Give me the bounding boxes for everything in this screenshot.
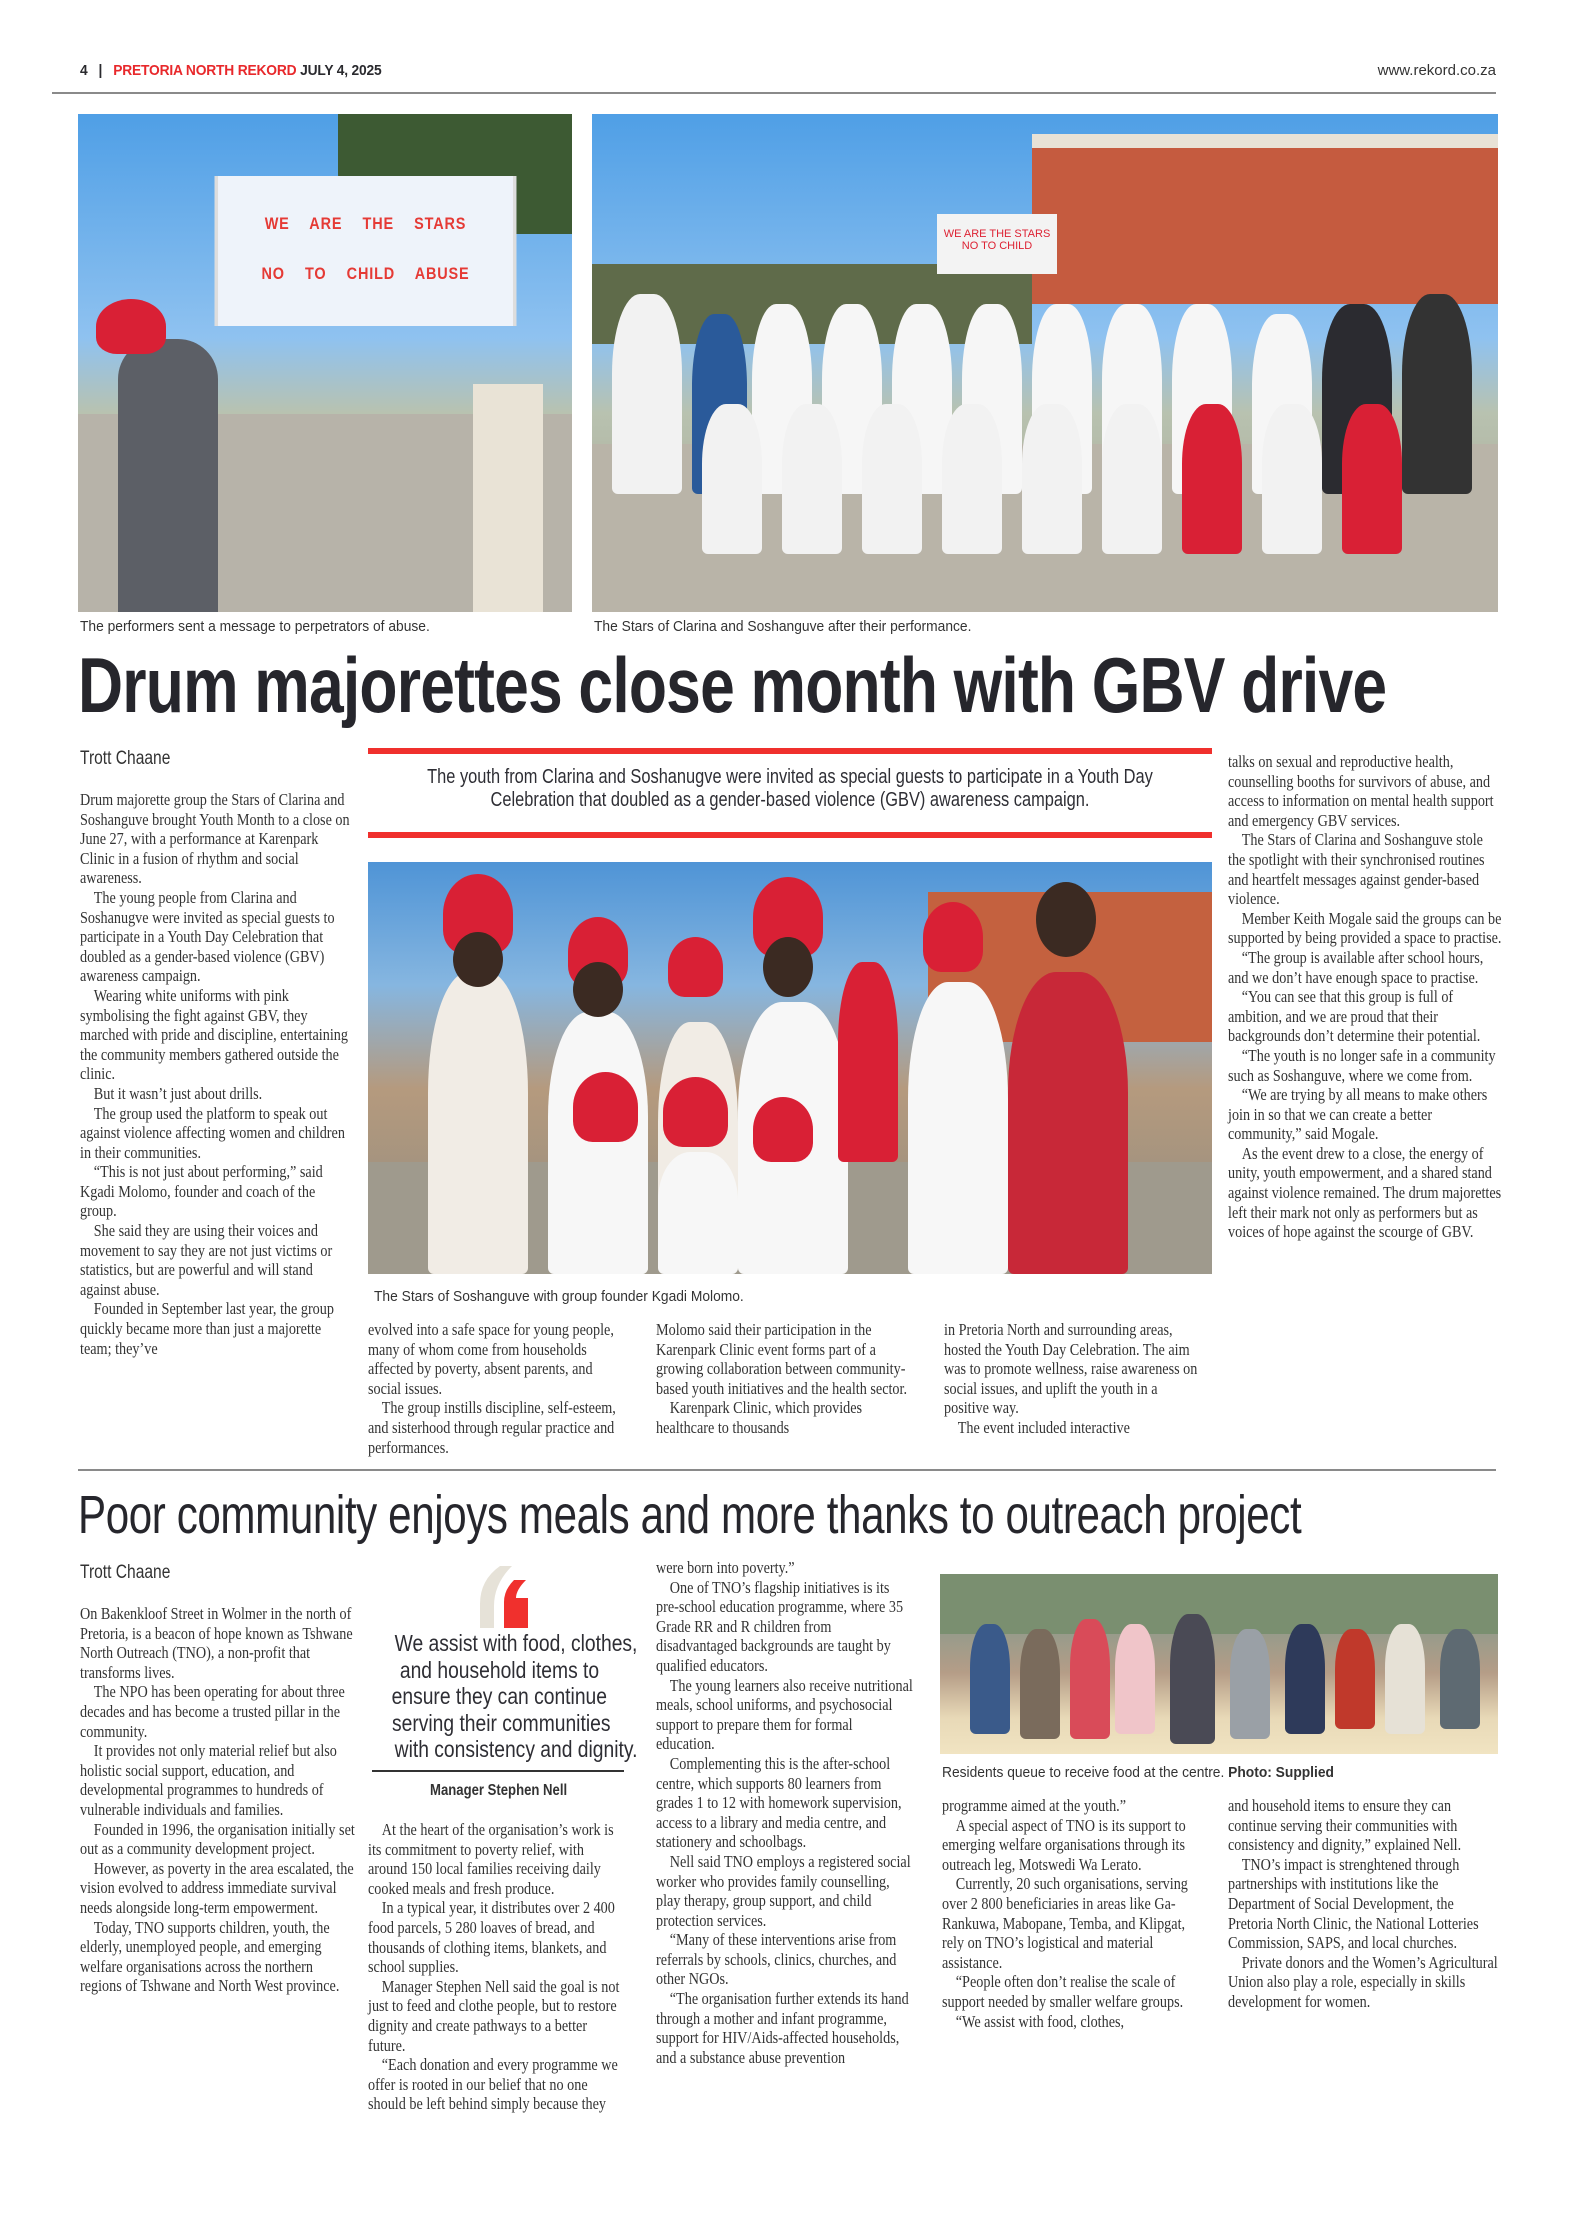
photo-stars-with-founder <box>368 862 1212 1274</box>
paragraph: TNO’s impact is strenghtened through partnerships with institutions like the Department of Social Development, the Pretoria North Clinic, the National Lotteries Commission, SAPS, and local churches. <box>1228 1854 1479 1953</box>
paragraph: In a typical year, it distributes over 2 400 food parcels, 5 280 loaves of bread, and thousands of clothing items, blankets, and school supplies. <box>368 1898 615 1977</box>
photo-credit: Photo: Supplied <box>1228 1764 1334 1781</box>
paragraph: On Bakenkloof Street in Wolmer in the north of Pretoria, is a beacon of hope known as Tshwane North Outreach (TNO), a non-profit that transforms lives. <box>80 1604 353 1682</box>
article2-column-2 <box>368 1820 626 2114</box>
byline-article2: Trott Chaane <box>80 1562 171 1583</box>
article1-column-3 <box>656 1320 914 1438</box>
paragraph: However, as poverty in the area escalated, the vision evolved to address immediate survival needs alongside long-term empowerment. <box>80 1858 354 1917</box>
paragraph: “We are trying by all means to make others join in so that we can create a better community,” said Mogale. <box>1228 1085 1488 1144</box>
paragraph: Founded in September last year, the group quickly became more than just a majorette team; they’ve <box>80 1299 334 1358</box>
paragraph: were born into poverty.” <box>656 1558 795 1577</box>
paragraph: “People often don’t realise the scale of support needed by smaller welfare groups. <box>942 1972 1184 2011</box>
pull-quote <box>368 1630 638 1763</box>
paragraph: “The group is available after school hours, and we don’t have enough space to practise. <box>1228 947 1484 987</box>
pull-quote-line: and household items to <box>399 1656 599 1683</box>
paragraph: “This is not just about performing,” said Kgadi Molomo, founder and coach of the group. <box>80 1162 323 1221</box>
photo-caption-performers: The performers sent a message to perpetrators of abuse. <box>80 618 430 635</box>
paragraph: Complementing this is the after-school centre, which supports 80 learners from grades 1 to 12 with homework supervision, access to a library and media centre, and stationery and schoolbags. <box>656 1753 902 1852</box>
banner-line-1: WE ARE THE STARS <box>264 214 467 233</box>
standfirst: The youth from Clarina and Soshanugve were invited as special guests to participate in a Youth Day Celebration that doubled as a gender-based violence (GBV) awareness campaign. <box>427 766 1153 811</box>
page-folio <box>80 62 382 79</box>
paragraph: “Each donation and every programme we offer is rooted in our belief that no one should be left behind simply because they <box>368 2055 618 2114</box>
photo-banner-performers <box>78 114 572 612</box>
article1-column-2 <box>368 1320 626 1457</box>
article2-column-3 <box>656 1558 914 2067</box>
photo-caption-main: The Stars of Soshanguve with group founder Kgadi Molomo. <box>374 1288 744 1305</box>
paragraph: Karenpark Clinic, which provides healthcare to thousands <box>656 1398 863 1437</box>
pull-quote-attribution <box>368 1782 630 1800</box>
quote-mark-icon <box>478 1566 538 1628</box>
website-link[interactable]: www.rekord.co.za <box>1377 62 1496 79</box>
paragraph: A special aspect of TNO is its support to emerging welfare organisations through its outreach leg, Motswedi Wa Lerato. <box>942 1815 1186 1874</box>
paragraph: evolved into a safe space for young people, many of whom come from households affected by poverty, absent parents, and social issues. <box>368 1320 614 1398</box>
paragraph: Wearing white uniforms with pink symbolising the fight against GBV, they marched with pride and discipline, entertaining the community members gathered outside the clinic. <box>80 985 348 1084</box>
paragraph: The group instills discipline, self-esteem, and sisterhood through regular practice and performances. <box>368 1398 616 1457</box>
paragraph: She said they are using their voices and movement to say they are not just victims or statistics, but are powerful and will stand against abuse. <box>80 1221 333 1299</box>
paragraph: Manager Stephen Nell said the goal is not just to feed and clothe people, but to restore dignity and create pathways to a better future. <box>368 1976 620 2055</box>
caption-text: Residents queue to receive food at the centre. <box>942 1764 1225 1781</box>
paragraph: Drum majorette group the Stars of Clarina and Soshanguve brought Youth Month to a close on June 27, with a performance at Karenpark Clinic in a fusion of rhythm and social awareness. <box>80 790 350 888</box>
pull-quote-line: with consistency and dignity. <box>394 1736 638 1762</box>
paragraph: talks on sexual and reproductive health, counselling booths for survivors of abuse, and access to information on mental health support and emergency GBV services. <box>1228 752 1494 830</box>
paragraph: Nell said TNO employs a registered social worker who provides family counselling, play therapy, group support, and child protection services. <box>656 1851 911 1930</box>
paragraph: The event included interactive <box>957 1417 1130 1437</box>
paragraph: Molomo said their participation in the Karenpark Clinic event forms part of a growing collaboration between community-based youth initiatives and the health sector. <box>656 1320 908 1398</box>
photo-group-after-performance <box>592 114 1498 612</box>
byline-article1: Trott Chaane <box>80 748 171 769</box>
photo-food-queue <box>940 1574 1498 1754</box>
paragraph: One of TNO’s flagship initiatives is its pre-school education programme, where 35 Grade RR and R children from disadvantaged backgrounds are taught by qualified educators. <box>656 1577 904 1675</box>
pull-quote-line: We assist with food, clothes, <box>394 1630 638 1656</box>
paragraph: The Stars of Clarina and Soshanguve stole the spotlight with their synchronised routines and heartfelt messages against gender-based violence. <box>1228 830 1485 909</box>
paragraph: “We assist with food, clothes, <box>955 2011 1125 2031</box>
paragraph: The group used the platform to speak out against violence affecting women and children in their communities. <box>80 1103 345 1162</box>
paragraph: and household items to ensure they can continue serving their communities with consistency and dignity,” explained Nell. <box>1228 1796 1462 1855</box>
paragraph: “The organisation further extends its hand through a mother and infant programme, support for HIV/Aids-affected households, and a substance abuse prevention <box>656 1989 909 2067</box>
photo-caption-queue <box>942 1764 1334 1781</box>
paragraph: It provides not only material relief but also holistic social support, education, and developmental programmes to hundreds of vulnerable individuals and families. <box>80 1741 337 1819</box>
pull-quote-line: ensure they can continue <box>391 1683 607 1709</box>
banner-background: WE ARE THE STARS NO TO CHILD <box>937 214 1057 274</box>
article-divider <box>78 1469 1496 1471</box>
publication-name: PRETORIA NORTH REKORD <box>113 62 297 79</box>
paragraph: “The youth is no longer safe in a community such as Soshanguve, where we come from. <box>1228 1045 1496 1085</box>
attribution-text: Manager Stephen Nell <box>430 1782 568 1799</box>
pull-quote-line: serving their communities <box>391 1709 611 1736</box>
headline-poor-community: Poor community enjoys meals and more thanks to outreach project <box>78 1485 1302 1545</box>
article1-column-4 <box>944 1320 1202 1438</box>
paragraph: But it wasn’t just about drills. <box>93 1083 263 1103</box>
headline-drum-majorettes: Drum majorettes close month with GBV drive <box>78 641 1387 729</box>
banner-line-2: NO TO CHILD ABUSE <box>261 264 470 283</box>
photo-caption-group: The Stars of Clarina and Soshanguve after their performance. <box>594 618 972 635</box>
article2-column-1 <box>80 1604 355 1996</box>
paragraph: The young learners also receive nutritional meals, school uniforms, and psychosocial support to prepare them for formal education. <box>656 1675 913 1754</box>
page-number: 4 <box>80 62 88 79</box>
paragraph: Member Keith Mogale said the groups can be supported by being provided a space to practise. <box>1228 908 1502 948</box>
paragraph: The young people from Clarina and Soshanugve were invited as special guests to participate in a Youth Day Celebration that doubled as a gender-based violence (GBV) awareness campaign. <box>80 887 335 986</box>
standfirst-rule-bottom <box>368 832 1212 838</box>
paragraph: Private donors and the Women’s Agricultural Union also play a role, especially in skills development for women. <box>1228 1952 1498 2011</box>
folio-separator: | <box>98 62 103 79</box>
paragraph: Today, TNO supports children, youth, the elderly, unemployed people, and emerging welfare organisations across the northern regions of Tshwane and North West province. <box>80 1917 340 1996</box>
header-rule <box>52 92 1496 94</box>
article1-column-1 <box>80 790 355 1358</box>
paragraph: “You can see that this group is full of ambition, and we are proud that their backgrounds don’t determine their potential. <box>1228 987 1481 1046</box>
paragraph: Founded in 1996, the organisation initially set out as a community development project. <box>80 1819 355 1859</box>
pull-quote-rule <box>372 1770 624 1772</box>
protest-banner <box>215 176 517 326</box>
paragraph: At the heart of the organisation’s work is its commitment to poverty relief, with around 150 local families receiving daily cooked meals and fresh produce. <box>368 1820 614 1898</box>
article2-column-5 <box>1228 1796 1501 2012</box>
paragraph: As the event drew to a close, the energy of unity, youth empowerment, and a shared stand against violence remained. The drum majorettes left their mark not only as performers but as voices of hope against the scourge of GBV. <box>1228 1143 1502 1242</box>
issue-date: JULY 4, 2025 <box>300 62 382 79</box>
paragraph: “Many of these interventions arise from referrals by schools, clinics, churches, and other NGOs. <box>656 1930 897 1989</box>
article2-column-4 <box>942 1796 1200 2031</box>
paragraph: Currently, 20 such organisations, serving over 2 800 beneficiaries in areas like Ga-Rankuwa, Mabopane, Temba, and Klipgat, rely on TNO’s logistical and material assistance. <box>942 1874 1188 1972</box>
paragraph: programme aimed at the youth.” <box>942 1796 1127 1815</box>
article1-column-5 <box>1228 752 1501 1242</box>
standfirst-rule-top <box>368 748 1212 754</box>
paragraph: The NPO has been operating for about three decades and has become a trusted pillar in the community. <box>80 1682 345 1741</box>
paragraph: in Pretoria North and surrounding areas, hosted the Youth Day Celebration. The aim was to promote wellness, raise awareness on social issues, and uplift the youth in a positive way. <box>944 1320 1198 1418</box>
